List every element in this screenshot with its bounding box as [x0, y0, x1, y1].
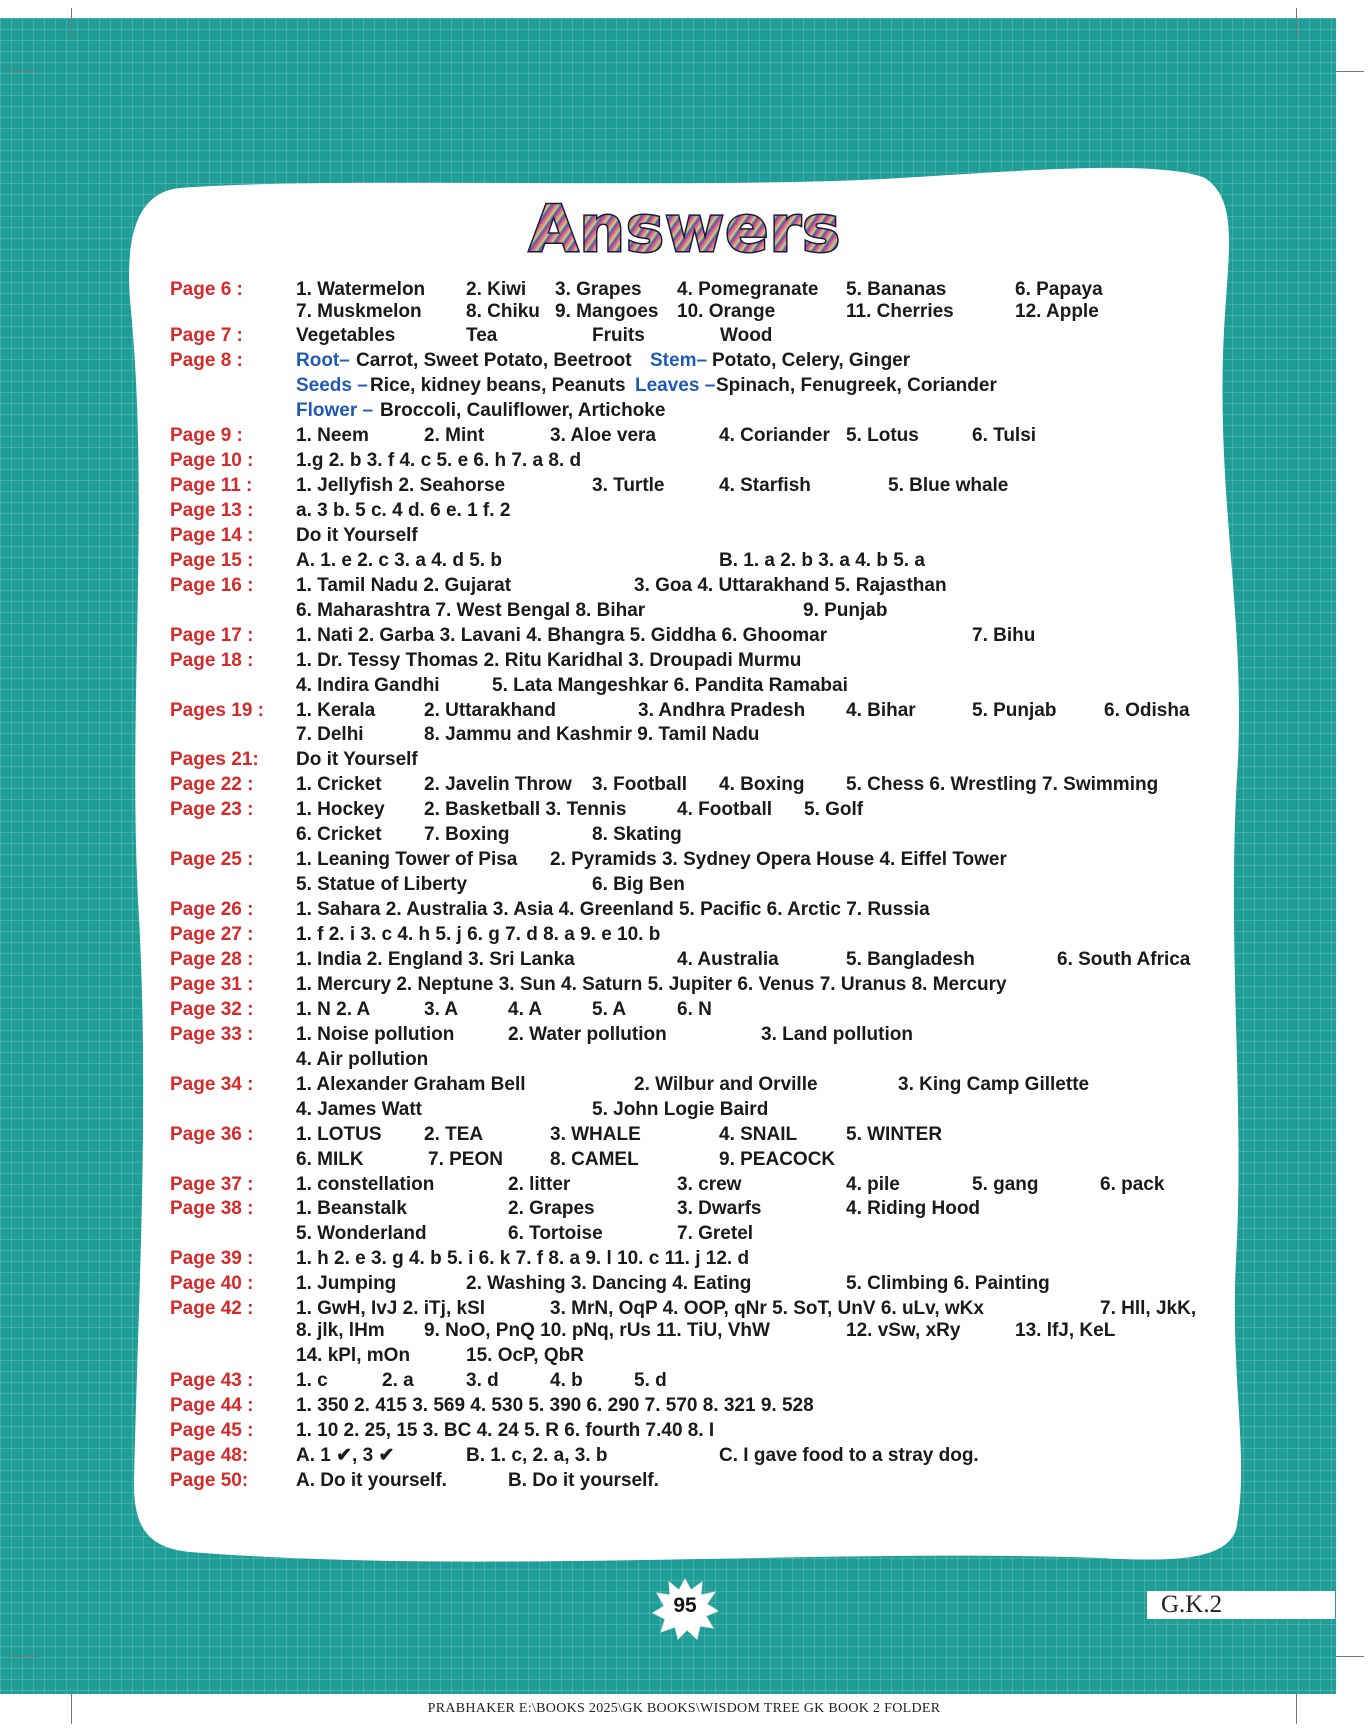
answer-text: 2. Uttarakhand [424, 700, 556, 721]
answer-text: 7. PEON [428, 1149, 503, 1170]
answer-text: 9. Punjab [803, 600, 888, 621]
answer-row [0, 1246, 1368, 1272]
answer-row [0, 299, 1368, 325]
answer-text: 4. Bihar [846, 700, 916, 721]
answer-text: 2. Water pollution [508, 1024, 667, 1045]
answer-row [0, 1271, 1368, 1297]
answer-text: 2. Basketball 3. Tennis [424, 799, 627, 820]
answer-text: 5. A [592, 999, 627, 1020]
answer-row [0, 1097, 1368, 1123]
answer-row [0, 1468, 1368, 1494]
answer-row [0, 797, 1368, 823]
answer-text: 5. Bananas [846, 279, 947, 300]
answer-row [0, 1221, 1368, 1247]
print-footer: PRABHAKER E:\BOOKS 2025\GK BOOKS\WISDOM TREE GK BOOK 2 FOLDER [427, 1701, 941, 1716]
answer-text: 13. lfJ, KeL [1015, 1320, 1116, 1341]
answer-text: 4. pile [846, 1174, 900, 1195]
page-label: Pages 19 : [170, 700, 264, 721]
answer-text: 1. India 2. England 3. Sri Lanka [296, 949, 575, 970]
page-label: Page 8 : [170, 350, 243, 371]
answer-text: 3. Goa 4. Uttarakhand 5. Rajasthan [634, 575, 947, 596]
answer-text: 1. Leaning Tower of Pisa [296, 849, 518, 870]
page-label: Page 31 : [170, 974, 254, 995]
answer-text: 8. Chiku [466, 301, 540, 322]
category-label: Root– [296, 350, 350, 371]
answer-text: 15. OcP, QbR [466, 1345, 584, 1366]
answer-text: 2. litter [508, 1174, 571, 1195]
answer-row [0, 373, 1368, 399]
answer-text: 9. Mangoes [555, 301, 659, 322]
answer-text: 7. Muskmelon [296, 301, 422, 322]
page-label: Page 7 : [170, 325, 243, 346]
answer-text: Spinach, Fenugreek, Coriander [716, 375, 997, 396]
answer-text: 1. Jumping [296, 1273, 397, 1294]
answer-text: C. I gave food to a stray dog. [719, 1445, 979, 1466]
answer-text: 10. Orange [677, 301, 776, 322]
answer-row [0, 847, 1368, 873]
page-label: Page 17 : [170, 625, 254, 646]
answer-row [0, 1122, 1368, 1148]
answer-row [0, 822, 1368, 848]
answer-text: Wood [720, 325, 773, 346]
answer-row [0, 523, 1368, 549]
answer-text: 5. Bangladesh [846, 949, 975, 970]
answer-text: 6. Tulsi [972, 425, 1037, 446]
answer-text: 1. Mercury 2. Neptune 3. Sun 4. Saturn 5. Jupiter 6. Venus 7. Uranus 8. Mercury [296, 974, 1007, 995]
answer-text: 1. 350 2. 415 3. 569 4. 530 5. 390 6. 290 7. 570 8. 321 9. 528 [296, 1395, 814, 1416]
answer-text: 4. Starfish [719, 475, 811, 496]
answer-row [0, 1196, 1368, 1222]
answer-text: A. 1. e 2. c 3. a 4. d 5. b [296, 550, 502, 571]
answer-text: 3. King Camp Gillette [898, 1074, 1090, 1095]
answer-text: 3. Aloe vera [550, 425, 656, 446]
answer-row [0, 1368, 1368, 1394]
page-label: Page 50: [170, 1470, 249, 1491]
answer-text: A. Do it yourself. [296, 1470, 447, 1491]
answer-text: 4. Boxing [719, 774, 805, 795]
answer-row [0, 348, 1368, 374]
answer-text: 3. crew [677, 1174, 742, 1195]
answer-text: a. 3 b. 5 c. 4 d. 6 e. 1 f. 2 [296, 500, 511, 521]
page-label: Page 44 : [170, 1395, 254, 1416]
page-label: Page 6 : [170, 279, 243, 300]
answer-text: 4. Pomegranate [677, 279, 819, 300]
answer-text: 5. gang [972, 1174, 1039, 1195]
answer-text: 1. Watermelon [296, 279, 426, 300]
page-label: Pages 21: [170, 749, 259, 770]
page-label: Page 42 : [170, 1298, 254, 1319]
answer-text: Broccoli, Cauliflower, Artichoke [380, 400, 666, 421]
answer-text: 4. Football [677, 799, 772, 820]
answer-text: 1. Jellyfish 2. Seahorse [296, 475, 506, 496]
page-label: Page 28 : [170, 949, 254, 970]
answer-text: 1. Alexander Graham Bell [296, 1074, 526, 1095]
answer-text: 5. Wonderland [296, 1223, 427, 1244]
page-label: Page 16 : [170, 575, 254, 596]
answer-text: 2. a [382, 1370, 414, 1391]
answer-text: 7. Boxing [424, 824, 510, 845]
answer-text: 4. Coriander [719, 425, 830, 446]
answer-text: Rice, kidney beans, Peanuts [370, 375, 626, 396]
page-label: Page 34 : [170, 1074, 254, 1095]
answer-row [0, 323, 1368, 349]
answer-text: 2. Mint [424, 425, 485, 446]
answer-text: 1. LOTUS [296, 1124, 382, 1145]
answer-text: 2. Javelin Throw [424, 774, 572, 795]
category-label: Seeds – [296, 375, 368, 396]
answer-row [0, 573, 1368, 599]
page-label: Page 14 : [170, 525, 254, 546]
answer-text: 4. A [508, 999, 543, 1020]
answer-text: 1. Kerala [296, 700, 376, 721]
answer-text: 6. pack [1100, 1174, 1165, 1195]
answer-text: 6. N [677, 999, 712, 1020]
answer-text: 3. Turtle [592, 475, 665, 496]
page-label: Page 48: [170, 1445, 249, 1466]
answer-row [0, 922, 1368, 948]
answer-row [0, 947, 1368, 973]
answer-text: 2. Grapes [508, 1198, 595, 1219]
answer-text: 9. PEACOCK [719, 1149, 836, 1170]
page-label: Page 32 : [170, 999, 254, 1020]
answer-text: 12. Apple [1015, 301, 1099, 322]
answer-text: 6. MILK [296, 1149, 364, 1170]
answer-text: 1. Tamil Nadu 2. Gujarat [296, 575, 512, 596]
answer-row [0, 548, 1368, 574]
page-label: Page 37 : [170, 1174, 254, 1195]
answer-row [0, 1147, 1368, 1173]
answer-text: 3. Grapes [555, 279, 642, 300]
answer-text: 11. Cherries [846, 301, 954, 322]
answer-text: 2. Wilbur and Orville [634, 1074, 818, 1095]
answer-row [0, 1343, 1368, 1369]
answer-text: 5. WINTER [846, 1124, 943, 1145]
answer-text: 1. constellation [296, 1174, 435, 1195]
page-number: 95 [673, 1594, 697, 1617]
answer-text: 5. Golf [804, 799, 864, 820]
answer-text: 5. Punjab [972, 700, 1057, 721]
answer-row [0, 673, 1368, 699]
page-label: Page 36 : [170, 1124, 254, 1145]
page-label: Page 39 : [170, 1248, 254, 1269]
answer-row [0, 872, 1368, 898]
answer-text: 3. d [466, 1370, 499, 1391]
svg-text:Answers: Answers [528, 193, 842, 263]
answer-text: 14. kPl, mOn [296, 1345, 411, 1366]
answer-text: 1. Nati 2. Garba 3. Lavani 4. Bhangra 5. Giddha 6. Ghoomar [296, 625, 828, 646]
answer-row [0, 897, 1368, 923]
answer-text: 8. jlk, lHm [296, 1320, 385, 1341]
answer-text: 6. Maharashtra 7. West Bengal 8. Bihar [296, 600, 646, 621]
answer-text: 1. Noise pollution [296, 1024, 455, 1045]
answer-text: 5. Lotus [846, 425, 919, 446]
answer-text: 3. Land pollution [761, 1024, 913, 1045]
answer-text: 4. Riding Hood [846, 1198, 981, 1219]
answer-text: 1. Sahara 2. Australia 3. Asia 4. Greenland 5. Pacific 6. Arctic 7. Russia [296, 899, 930, 920]
answer-row [0, 648, 1368, 674]
answer-text: 7. Delhi [296, 724, 364, 745]
answer-text: 2. TEA [424, 1124, 484, 1145]
answer-text: 3. WHALE [550, 1124, 641, 1145]
answer-row [0, 623, 1368, 649]
answer-text: 1. Neem [296, 425, 369, 446]
answer-text: B. Do it yourself. [508, 1470, 659, 1491]
answer-text: 6. Odisha [1104, 700, 1190, 721]
answer-row [0, 1318, 1368, 1344]
page-label: Page 43 : [170, 1370, 254, 1391]
answer-text: 1. GwH, IvJ 2. iTj, kSl [296, 1298, 486, 1319]
answer-text: 8. Skating [592, 824, 682, 845]
page-label: Page 11 : [170, 475, 253, 496]
answer-text: 2. Kiwi [466, 279, 527, 300]
answer-text: Do it Yourself [296, 749, 418, 770]
answer-text: 5. Statue of Liberty [296, 874, 468, 895]
answer-text: Vegetables [296, 325, 396, 346]
page-label: Page 22 : [170, 774, 254, 795]
answer-text: Fruits [592, 325, 645, 346]
answer-text: 1. Dr. Tessy Thomas 2. Ritu Karidhal 3. Droupadi Murmu [296, 650, 802, 671]
category-label: Flower – [296, 400, 374, 421]
answer-text: 7. Hll, JkK, [1100, 1298, 1197, 1319]
answer-row [0, 747, 1368, 773]
page-label: Page 33 : [170, 1024, 254, 1045]
answer-text: 7. Bihu [972, 625, 1036, 646]
page-label: Page 25 : [170, 849, 254, 870]
page-label: Page 15 : [170, 550, 254, 571]
answer-text: 6. Cricket [296, 824, 382, 845]
answer-row [0, 498, 1368, 524]
page-label: Page 13 : [170, 500, 254, 521]
book-code: G.K.2 [1147, 1591, 1335, 1619]
page-label: Page 18 : [170, 650, 254, 671]
answer-text: 5. Climbing 6. Painting [846, 1273, 1050, 1294]
answer-text: 4. Air pollution [296, 1049, 429, 1070]
answer-row [0, 772, 1368, 798]
answer-text: 3. Andhra Pradesh [638, 700, 806, 721]
answer-text: 6. Big Ben [592, 874, 685, 895]
answer-text: 4. b [550, 1370, 583, 1391]
answer-text: 5. d [634, 1370, 667, 1391]
answer-text: 3. Dwarfs [677, 1198, 762, 1219]
answer-text: 1. N 2. A [296, 999, 371, 1020]
answer-text: 1. 10 2. 25, 15 3. BC 4. 24 5. R 6. fourth 7.40 8. I [296, 1420, 715, 1441]
page-label: Page 9 : [170, 425, 243, 446]
answer-text: 4. James Watt [296, 1099, 423, 1120]
answer-text: 5. John Logie Baird [592, 1099, 769, 1120]
answer-text: 3. Football [592, 774, 687, 795]
answer-text: 9. NoO, PnQ 10. pNq, rUs 11. TiU, VhW [424, 1320, 770, 1341]
answer-row [0, 398, 1368, 424]
answer-row [0, 1047, 1368, 1073]
page-label: Page 26 : [170, 899, 254, 920]
answer-text: Carrot, Sweet Potato, Beetroot [356, 350, 632, 371]
category-label: Leaves – [635, 375, 716, 396]
answer-text: A. 1 ✔, 3 ✔ [296, 1445, 395, 1466]
answer-text: 4. Australia [677, 949, 779, 970]
answer-text: Do it Yourself [296, 525, 418, 546]
answer-text: 1. c [296, 1370, 328, 1391]
answer-text: Tea [466, 325, 498, 346]
answer-row [0, 1022, 1368, 1048]
answer-text: 4. Indira Gandhi [296, 675, 440, 696]
answer-text: 7. Gretel [677, 1223, 754, 1244]
answer-text: 6. South Africa [1057, 949, 1191, 970]
answer-row [0, 1418, 1368, 1444]
answer-text: 5. Blue whale [888, 475, 1009, 496]
answer-row [0, 1072, 1368, 1098]
answer-row [0, 423, 1368, 449]
category-label: Stem– [650, 350, 708, 371]
answer-text: Potato, Celery, Ginger [712, 350, 911, 371]
answer-row [0, 997, 1368, 1023]
answer-text: 1. f 2. i 3. c 4. h 5. j 6. g 7. d 8. a 9. e 10. b [296, 924, 661, 945]
answer-row [0, 1393, 1368, 1419]
answer-text: B. 1. c, 2. a, 3. b [466, 1445, 608, 1466]
answer-row [0, 972, 1368, 998]
answer-text: B. 1. a 2. b 3. a 4. b 5. a [719, 550, 925, 571]
answer-row [0, 473, 1368, 499]
answer-text: 1. Cricket [296, 774, 382, 795]
answer-text: 1. Beanstalk [296, 1198, 407, 1219]
answer-row [0, 722, 1368, 748]
answer-text: 3. MrN, OqP 4. OOP, qNr 5. SoT, UnV 6. uLv, wKx [550, 1298, 984, 1319]
page-label: Page 40 : [170, 1273, 254, 1294]
answer-row [0, 1172, 1368, 1198]
answer-text: 2. Washing 3. Dancing 4. Eating [466, 1273, 752, 1294]
answer-text: 8. Jammu and Kashmir 9. Tamil Nadu [424, 724, 760, 745]
answer-text: 6. Tortoise [508, 1223, 603, 1244]
answer-text: 5. Lata Mangeshkar 6. Pandita Ramabai [492, 675, 848, 696]
answer-text: 4. SNAIL [719, 1124, 798, 1145]
page-label: Page 10 : [170, 450, 254, 471]
answer-row [0, 1443, 1368, 1469]
answer-text: 8. CAMEL [550, 1149, 639, 1170]
answer-text: 1. Hockey [296, 799, 385, 820]
answer-text: 2. Pyramids 3. Sydney Opera House 4. Eiffel Tower [550, 849, 1007, 870]
answer-text: 1.g 2. b 3. f 4. c 5. e 6. h 7. a 8. d [296, 450, 582, 471]
answer-text: 12. vSw, xRy [846, 1320, 961, 1341]
answer-row [0, 598, 1368, 624]
page-label: Page 23 : [170, 799, 254, 820]
page-label: Page 27 : [170, 924, 254, 945]
answer-text: 6. Papaya [1015, 279, 1103, 300]
answer-text: 5. Chess 6. Wrestling 7. Swimming [846, 774, 1159, 795]
answer-row [0, 698, 1368, 724]
answer-row [0, 448, 1368, 474]
answer-text: 3. A [424, 999, 459, 1020]
answer-text: 1. h 2. e 3. g 4. b 5. i 6. k 7. f 8. a 9. l 10. c 11. j 12. d [296, 1248, 750, 1269]
page-label: Page 38 : [170, 1198, 254, 1219]
page-label: Page 45 : [170, 1420, 254, 1441]
